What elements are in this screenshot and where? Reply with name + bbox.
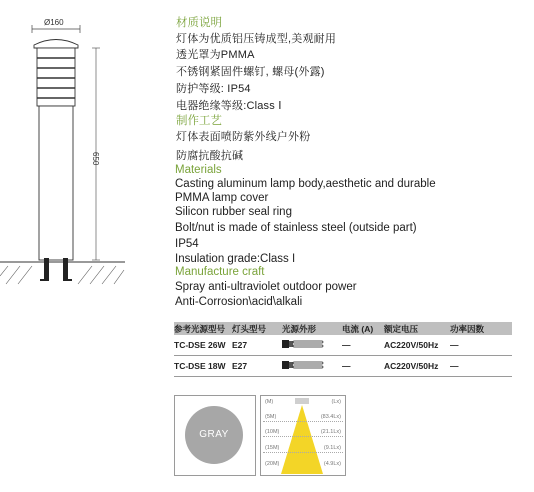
material-line-3: 不锈钢紧固件螺钉, 螺母(外露) — [176, 66, 325, 78]
header-base-model: 灯头型号 — [232, 322, 282, 335]
row-base: E27 — [232, 356, 282, 377]
craft-en-line-2: Anti-Corrosion\acid\alkali — [175, 296, 303, 308]
header-lamp-shape: 光源外形 — [282, 322, 342, 335]
spec-table-header — [174, 322, 512, 335]
row-pf: — — [450, 335, 512, 356]
color-swatch-box — [174, 395, 256, 476]
table-row — [174, 356, 512, 377]
lux-distance: (20M) — [265, 461, 280, 467]
lux-header — [263, 398, 343, 407]
material-line-5: 电器绝缘等级:Class Ⅰ — [176, 100, 282, 112]
lux-value: (4.9Lx) — [323, 461, 341, 467]
materials-en-line-2: PMMA lamp cover — [175, 192, 269, 204]
lux-value: (21.1Lx) — [320, 429, 341, 435]
row-current: — — [342, 356, 384, 377]
materials-en-line-3: Silicon rubber seal ring — [175, 206, 292, 218]
cfl-bulb-icon — [282, 339, 326, 349]
header-lamp-model: 参考光源型号 — [174, 322, 232, 335]
cfl-bulb-icon — [282, 360, 326, 370]
header-power-factor: 功率因数 — [450, 322, 512, 335]
row-model: TC-DSE 18W — [174, 356, 232, 377]
lux-value: (83.4Lx) — [320, 414, 341, 420]
materials-en-line-4: Bolt/nut is made of stainless steel (outside part) — [175, 222, 417, 234]
diameter-label: Ø160 — [44, 18, 64, 27]
lux-row — [263, 444, 343, 453]
craft-title: 制作工艺 — [176, 115, 222, 127]
height-label: 650 — [91, 152, 100, 166]
row-pf: — — [450, 356, 512, 377]
row-voltage: AC220V/50Hz — [384, 356, 450, 377]
materials-en-line-6: Insulation grade:Class I — [175, 253, 296, 265]
row-current: — — [342, 335, 384, 356]
row-base: E27 — [232, 335, 282, 356]
craft-line-2: 防腐抗酸抗碱 — [176, 150, 244, 162]
lux-distance: (10M) — [265, 429, 280, 435]
row-shape — [282, 335, 342, 356]
material-title: 材质说明 — [176, 17, 222, 29]
material-line-4: 防护等级: IP54 — [176, 83, 251, 95]
craft-en-title: Manufacture craft — [175, 266, 265, 278]
row-voltage: AC220V/50Hz — [384, 335, 450, 356]
craft-en-line-1: Spray anti-ultraviolet outdoor power — [175, 281, 357, 293]
product-drawing — [0, 0, 170, 300]
spec-table — [174, 322, 512, 377]
header-current: 电流 (A) — [342, 322, 384, 335]
row-shape — [282, 356, 342, 377]
materials-en-line-5: IP54 — [175, 238, 199, 250]
lux-chart — [260, 395, 346, 476]
lux-row — [263, 460, 343, 469]
lux-distance: (5M) — [265, 414, 277, 420]
lux-header-distance: (M) — [265, 399, 274, 405]
bollard-drawing-svg — [0, 0, 170, 300]
header-voltage: 额定电压 — [384, 322, 450, 335]
materials-en-title: Materials — [175, 164, 222, 176]
material-line-1: 灯体为优质铝压铸成型,美观耐用 — [176, 33, 337, 45]
lux-row — [263, 428, 343, 437]
craft-line-1: 灯体表面喷防紫外线户外粉 — [176, 131, 311, 143]
lux-distance: (15M) — [265, 445, 280, 451]
table-row — [174, 335, 512, 356]
lux-row — [263, 413, 343, 422]
lux-header-lux: (Lx) — [331, 399, 341, 405]
lux-value: (9.1Lx) — [323, 445, 341, 451]
material-line-2: 透光罩为PMMA — [176, 49, 255, 61]
color-swatch: GRAY — [185, 406, 243, 464]
materials-en-line-1: Casting aluminum lamp body,aesthetic and durable — [175, 178, 436, 190]
row-model: TC-DSE 26W — [174, 335, 232, 356]
